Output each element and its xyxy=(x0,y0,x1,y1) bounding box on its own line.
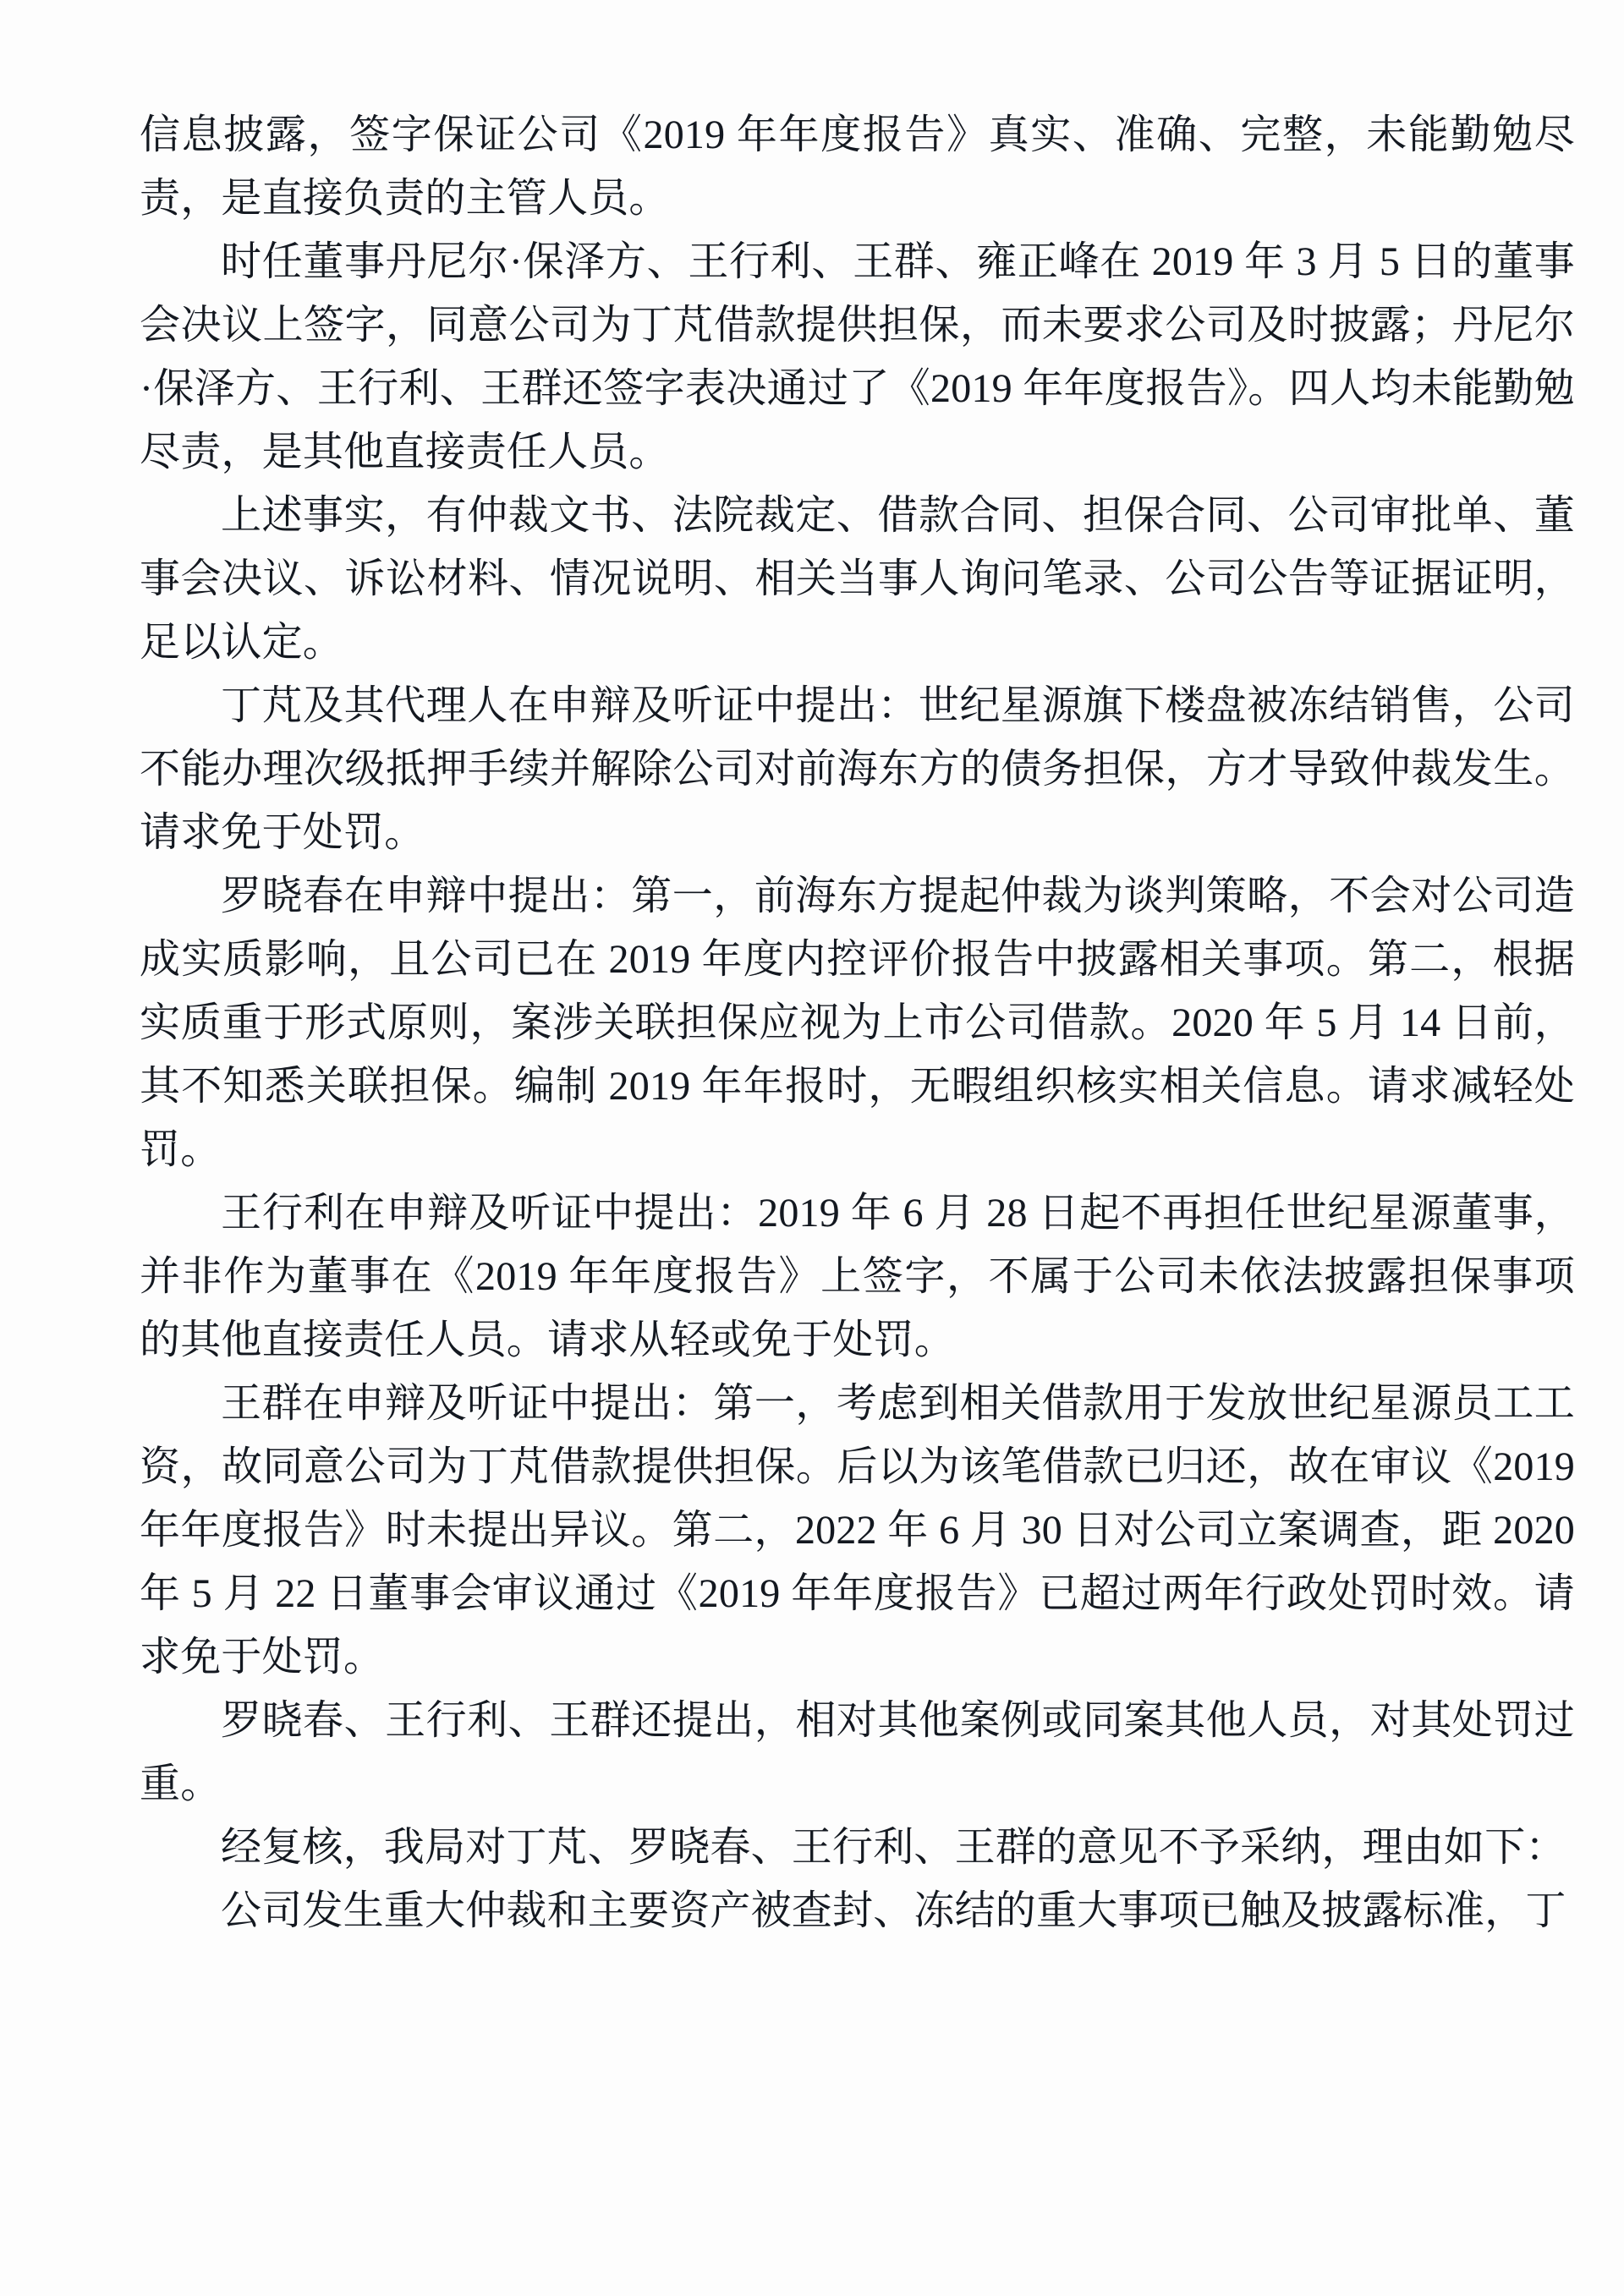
paragraph-9: 经复核，我局对丁芃、罗晓春、王行利、王群的意见不予采纳，理由如下： xyxy=(221,1825,1566,1870)
paragraph-4: 丁芃及其代理人在申辩及听证中提出：世纪星源旗下楼盘被冻结销售，公司不能办理次级抵押手续并解除公司对前海东方的债务担保，方才导致仲裁发生。请求免于处罚。 xyxy=(140,683,1575,855)
paragraph-3: 上述事实，有仲裁文书、法院裁定、借款合同、担保合同、公司审批单、董事会决议、诉讼材料、情况说明、相关当事人询问笔录、公司公告等证据证明，足以认定。 xyxy=(140,493,1575,665)
paragraph-10: 公司发生重大仲裁和主要资产被查封、冻结的重大事项已触及披露标准，丁 xyxy=(221,1888,1566,1933)
paragraph-6: 王行利在申辩及听证中提出：2019 年 6 月 28 日起不再担任世纪星源董事，并非作为董事在《2019 年年度报告》上签字，不属于公司未依法披露担保事项的其他直接责任人员。请求从轻或免于处罚。 xyxy=(140,1191,1575,1362)
paragraph-8: 罗晓春、王行利、王群还提出，相对其他案例或同案其他人员，对其处罚过重。 xyxy=(140,1698,1575,1806)
paragraph-2: 时任董事丹尼尔·保泽方、王行利、王群、雍正峰在 2019 年 3 月 5 日的董事会决议上签字，同意公司为丁芃借款提供担保，而未要求公司及时披露；丹尼尔·保泽方、王行利、王群还签字表决通过了《2019 年年度报告》。四人均未能勤勉尽责，是其他直接责任人员。 xyxy=(140,239,1575,474)
document-body xyxy=(140,103,1575,1943)
paragraph-1: 信息披露，签字保证公司《2019 年年度报告》真实、准确、完整，未能勤勉尽责，是直接负责的主管人员。 xyxy=(140,112,1575,221)
paragraph-5: 罗晓春在申辩中提出：第一，前海东方提起仲裁为谈判策略，不会对公司造成实质影响，且公司已在 2019 年度内控评价报告中披露相关事项。第二，根据实质重于形式原则，案涉关联担保应视为上市公司借款。2020 年 5 月 14 日前，其不知悉关联担保。编制 2019 年年报时，无暇组织核实相关信息。请求减轻处罚。 xyxy=(140,874,1575,1172)
paragraph-7: 王群在申辩及听证中提出：第一，考虑到相关借款用于发放世纪星源员工工资，故同意公司为丁芃借款提供担保。后以为该笔借款已归还，故在审议《2019 年年度报告》时未提出异议。第二，2022 年 6 月 30 日对公司立案调查，距 2020 年 5 月 22 日董事会审议通过《2019 年年度报告》已超过两年行政处罚时效。请求免于处罚。 xyxy=(140,1381,1575,1680)
